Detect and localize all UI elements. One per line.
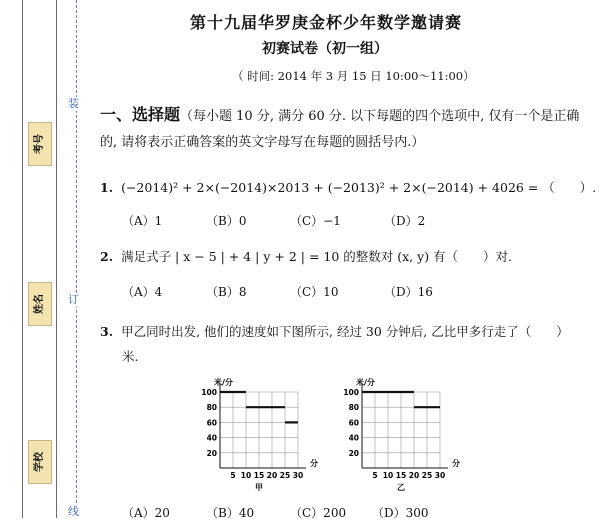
q3-option-b: （B）40 <box>206 506 255 520</box>
seal-char-zhuang: 装 <box>68 97 79 110</box>
section-heading: 一、选择题 <box>100 105 181 124</box>
question-stem: 满足式子 | x − 5 | + 4 | y + 2 | = 10 的整数对 (x, y) 有（ ）对. <box>121 249 513 264</box>
q3-option-d: （D）300 <box>372 506 429 520</box>
label-name: 姓名 <box>28 282 52 326</box>
x-axis-label: 分 <box>452 459 460 468</box>
exam-title: 第十九届华罗庚金杯少年数学邀请赛 <box>190 13 463 32</box>
x-tick-label: 20 <box>266 471 278 480</box>
x-tick-label: 15 <box>253 471 265 480</box>
q1-option-c: （C）−1 <box>290 214 341 228</box>
x-tick-label: 25 <box>421 471 433 480</box>
speed-chart-yi <box>328 376 478 498</box>
seal-char-xian: 线 <box>68 505 79 518</box>
q3-option-a: （A）20 <box>122 506 170 520</box>
y-tick-label: 100 <box>343 388 359 397</box>
question-number: 2. <box>100 249 114 264</box>
q1-option-b: （B）0 <box>206 214 247 228</box>
cut-line <box>76 0 77 518</box>
x-tick-label: 20 <box>408 471 420 480</box>
y-tick-label: 40 <box>348 433 359 443</box>
y-tick-label: 80 <box>348 403 359 413</box>
y-tick-label: 40 <box>206 433 217 443</box>
y-tick-label: 80 <box>206 403 217 413</box>
x-tick-label: 5 <box>230 471 236 480</box>
x-tick-label: 5 <box>372 471 378 480</box>
q1-option-d: （D）2 <box>384 214 426 228</box>
question-1 <box>100 178 596 196</box>
x-tick-label: 25 <box>279 471 291 480</box>
question-3 <box>100 322 569 340</box>
speed-chart-jia <box>186 376 336 498</box>
margin-line-right <box>56 0 57 518</box>
y-tick-label: 100 <box>201 388 217 397</box>
x-axis-label: 分 <box>310 459 318 468</box>
question-number: 3. <box>100 324 114 339</box>
q1-option-a: （A）1 <box>122 214 163 228</box>
x-tick-label: 10 <box>382 471 394 480</box>
q2-option-c: （C）10 <box>290 285 339 299</box>
x-tick-label: 15 <box>395 471 407 480</box>
q3-option-c: （C）200 <box>290 506 347 520</box>
exam-subtitle: 初赛试卷（初一组） <box>262 41 388 57</box>
chart-title: 甲 <box>255 483 263 492</box>
chart-title: 乙 <box>397 483 405 492</box>
section-instructions <box>100 102 580 156</box>
question-number: 1. <box>100 180 114 195</box>
y-tick-label: 60 <box>206 418 217 428</box>
question-stem: 甲乙同时出发, 他们的速度如下图所示, 经过 30 分钟后, 乙比甲多行走了（ ） <box>121 324 569 339</box>
y-tick-label: 20 <box>348 448 359 458</box>
y-tick-label: 60 <box>348 418 359 428</box>
x-tick-label: 30 <box>292 471 304 480</box>
q2-option-a: （A）4 <box>122 285 163 299</box>
exam-time: （ 时间: 2014 年 3 月 15 日 10:00～11:00） <box>232 69 475 83</box>
y-axis-label: 米/分 <box>356 378 375 387</box>
margin-line-left <box>22 0 23 518</box>
question-3-line2: 米. <box>122 349 139 364</box>
question-2 <box>100 247 512 265</box>
label-school: 学校 <box>28 440 52 484</box>
y-axis-label: 米/分 <box>214 378 233 387</box>
question-stem: (−2014)² + 2×(−2014)×2013 + (−2013)² + 2×(−2014) + 4026 = （ ）. <box>121 180 597 195</box>
x-tick-label: 30 <box>434 471 446 480</box>
seal-char-ding: 订 <box>68 293 79 306</box>
y-tick-label: 20 <box>206 448 217 458</box>
label-exam-number: 考号 <box>28 122 52 166</box>
q2-option-d: （D）16 <box>384 285 433 299</box>
q2-option-b: （B）8 <box>206 285 247 299</box>
x-tick-label: 10 <box>240 471 252 480</box>
section-instruction-text: （每小题 10 分, 满分 60 分. 以下每题的四个选项中, 仅有一个是正确的, 请将表示正确答案的英文字母写在每题的圆括号内.） <box>100 109 580 150</box>
